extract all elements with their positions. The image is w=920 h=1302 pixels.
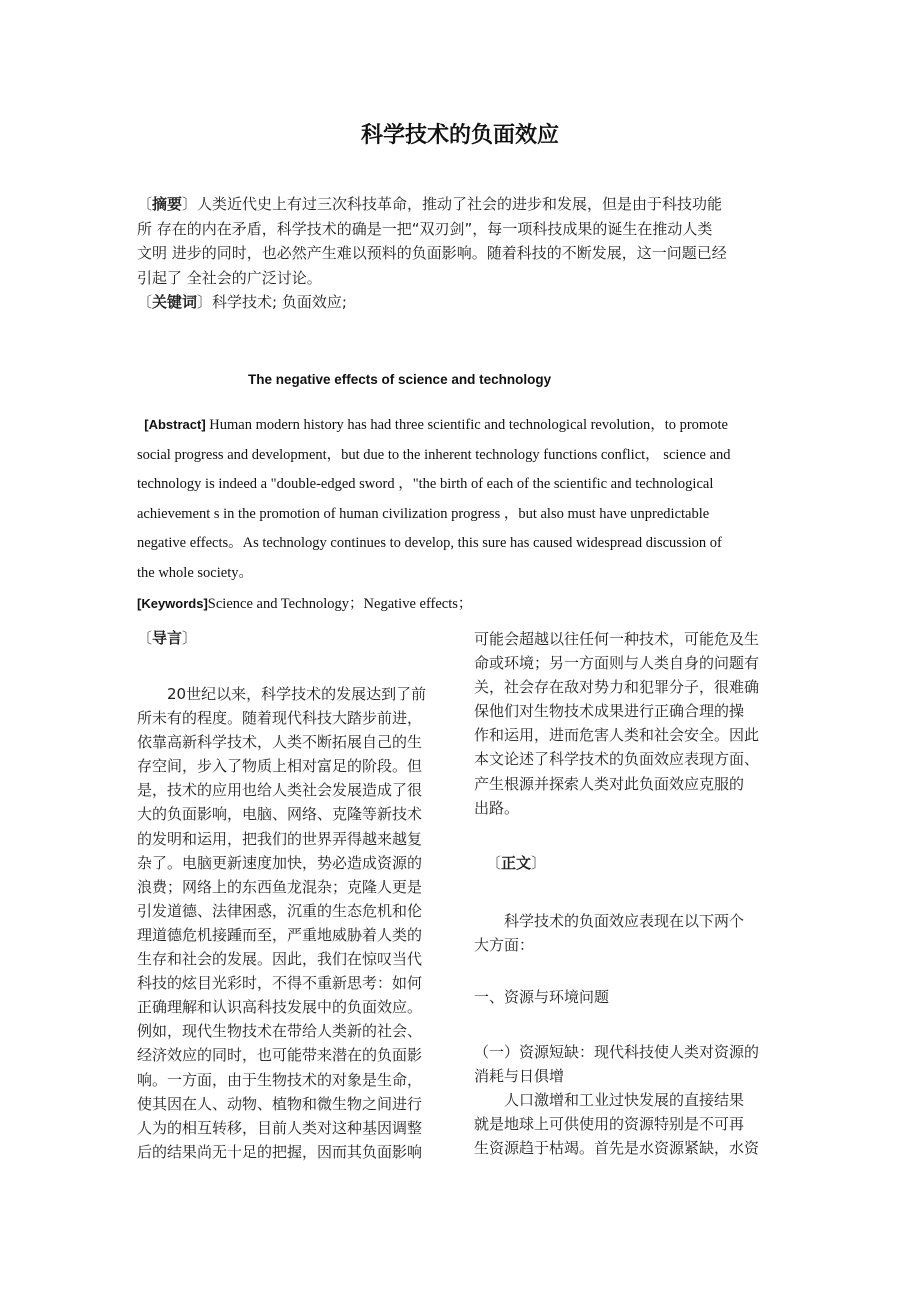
- abstract-zh-line: 引起了 全社会的广泛讨论。: [137, 268, 322, 287]
- body-paragraph: [474, 1088, 759, 1160]
- body-heading: 〔正文〕: [486, 854, 547, 872]
- body-intro-paragraph: [474, 909, 744, 957]
- intro-paragraph: [137, 682, 426, 1164]
- intro-line: 命或环境；另一方面则与人类自身的问题有: [474, 654, 760, 673]
- intro-line: 正确理解和认识高科技发展中的负面效应。: [137, 998, 423, 1017]
- intro-line: 生存和社会的发展。因此，我们在惊叹当代: [137, 950, 423, 969]
- intro-line: 是，技术的应用也给人类社会发展造成了很: [137, 781, 423, 800]
- abstract-en-line: technology is indeed a "double-edged sword ，"the birth of each of the scientific and technological: [137, 476, 714, 493]
- intro-line: 作和运用，进而危害人类和社会安全。因此: [474, 726, 760, 745]
- intro-line: 依靠高新科学技术，人类不断拓展自己的生: [137, 733, 423, 752]
- body-line: 人口激增和工业过快发展的直接结果: [474, 1091, 745, 1109]
- subsection-line: （一）资源短缺：现代科技使人类对资源的: [474, 1043, 760, 1061]
- intro-line: 使其因在人、动物、植物和微生物之间进行: [137, 1094, 423, 1113]
- body-line: 就是地球上可供使用的资源特别是不可再: [474, 1115, 745, 1134]
- abstract-zh: [137, 192, 727, 315]
- abstract-en-line: social progress and development，but due to the inherent technology functions conflict， science and: [137, 446, 731, 463]
- body-line: 科学技术的负面效应表现在以下两个: [474, 912, 745, 930]
- keywords-en-label: [Keywords]: [137, 595, 208, 611]
- abstract-en: [137, 410, 731, 619]
- abstract-zh-line: 人类近代史上有过三次科技革命，推动了社会的进步和发展，但是由于科技功能: [197, 195, 723, 213]
- intro-line: 的发明和运用，把我们的世界弄得越来越复: [137, 829, 423, 848]
- subsection-heading-1: [474, 1040, 759, 1088]
- abstract-en-line: the whole society。: [137, 564, 253, 581]
- document-title: 科学技术的负面效应: [360, 123, 559, 148]
- intro-line: 关，社会存在敌对势力和犯罪分子，很难确: [474, 678, 760, 697]
- intro-line: 响。一方面，由于生物技术的对象是生命，: [137, 1070, 423, 1089]
- abstract-en-line: Human modern history has had three scientific and technological revolution，to promote: [209, 417, 728, 433]
- intro-line: 存空间，步入了物质上相对富足的阶段。但: [137, 757, 423, 776]
- abstract-en-label: [Abstract]: [144, 417, 206, 432]
- abstract-zh-label: 〔摘要〕: [137, 195, 198, 213]
- keywords-zh-label: 关键词: [152, 293, 198, 312]
- intro-line: 后的结果尚无十足的把握，因而其负面影响: [137, 1142, 423, 1161]
- subsection-line: 消耗与日俱增: [474, 1067, 565, 1086]
- intro-line: 20世纪以来，科学技术的发展达到了前: [137, 685, 427, 703]
- intro-line: 引发道德、法律困惑，沉重的生态危机和伦: [137, 901, 423, 920]
- intro-line: 产生根源并探索人类对此负面效应克服的: [474, 774, 745, 793]
- intro-line: 杂了。电脑更新速度加快，势必造成资源的: [137, 853, 423, 872]
- keywords-en-value: Science and Technology；Negative effects；: [207, 595, 473, 612]
- keywords-zh-value: 科学技术; 负面效应;: [212, 293, 347, 312]
- intro-line: 本文论述了科学技术的负面效应表现方面、: [474, 750, 760, 769]
- intro-line: 出路。: [474, 798, 520, 817]
- intro-line: 可能会超越以往任何一种技术，可能危及生: [474, 630, 760, 648]
- abstract-zh-line: 所 存在的内在矛盾，科学技术的确是一把“双刃剑”，每一项科技成果的诞生在推动人类: [137, 219, 713, 238]
- english-title: The negative effects of science and technology: [248, 372, 552, 387]
- section-heading-1: 一、资源与环境问题: [474, 988, 610, 1006]
- intro-line: 理道德危机接踵而至，严重地威胁着人类的: [137, 925, 423, 944]
- intro-line: 科技的炫目光彩时，不得不重新思考：如何: [137, 974, 423, 993]
- intro-line: 所未有的程度。随着现代科技大踏步前进，: [137, 709, 423, 728]
- intro-line: 经济效应的同时，也可能带来潜在的负面影: [137, 1046, 423, 1065]
- body-line: 生资源趋于枯竭。首先是水资源紧缺，水资: [474, 1139, 760, 1158]
- abstract-zh-line: 文明 进步的同时，也必然产生难以预料的负面影响。随着科技的不断发展，这一问题已经: [137, 244, 727, 263]
- intro-line: 保他们对生物技术成果进行正确合理的操: [474, 702, 745, 721]
- body-line: 大方面：: [474, 936, 535, 955]
- intro-paragraph-continued: [474, 627, 759, 820]
- intro-line: 例如，现代生物技术在带给人类新的社会、: [137, 1022, 423, 1041]
- intro-line: 浪费；网络上的东西鱼龙混杂；克隆人更是: [137, 877, 423, 896]
- intro-heading: 〔导言〕: [137, 629, 198, 647]
- keywords-zh: 〔关键词〕科学技术; 负面效应;: [137, 293, 347, 312]
- intro-line: 大的负面影响，电脑、网络、克隆等新技术: [137, 805, 423, 824]
- abstract-en-line: negative effects。As technology continues to develop, this sure has caused widespread discussion of: [137, 535, 722, 552]
- abstract-en-line: achievement s in the promotion of human civilization progress ，but also must have unpredictable: [137, 505, 710, 522]
- intro-line: 人为的相互转移，目前人类对这种基因调整: [137, 1118, 423, 1137]
